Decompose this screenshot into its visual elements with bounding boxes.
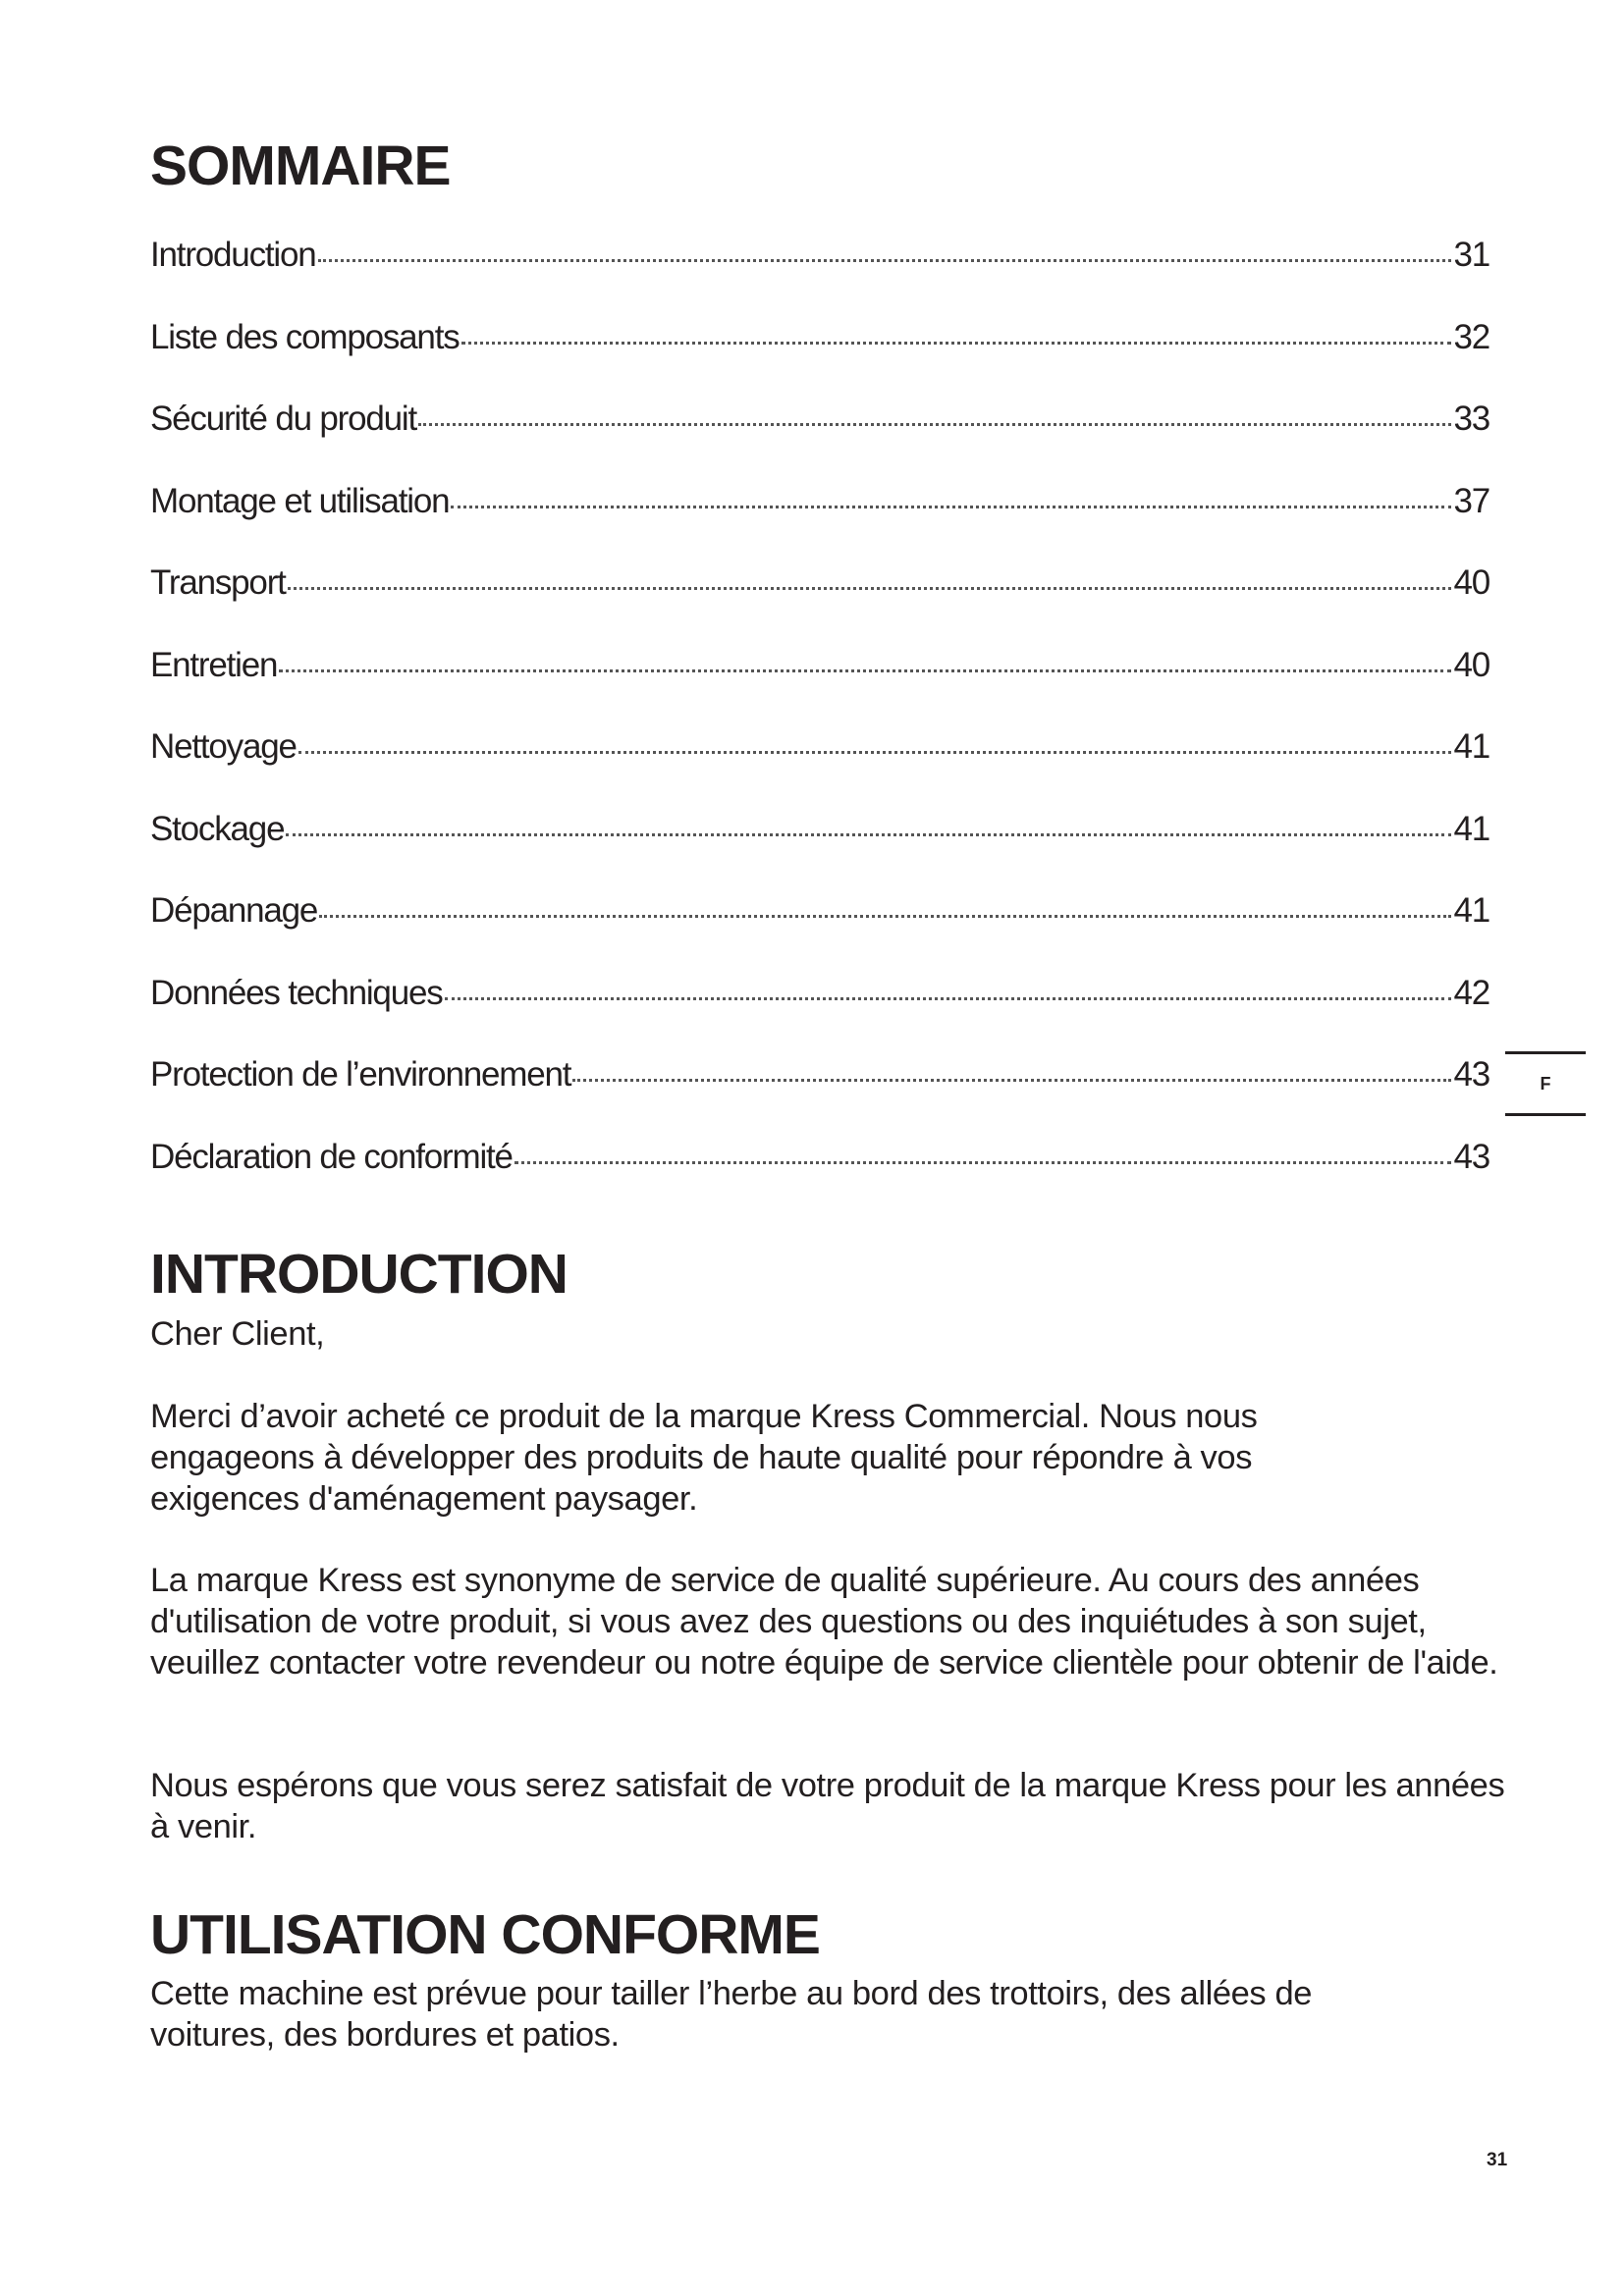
intro-paragraph-3: Nous espérons que vous serez satisfait de votre produit de la marque Kress pour les années à venir. bbox=[150, 1767, 1505, 1845]
toc-entry-transport[interactable] bbox=[150, 563, 1489, 646]
toc-dot-leader bbox=[279, 669, 1451, 672]
intro-paragraph-2: La marque Kress est synonyme de service de qualité supérieure. Au cours des années d'utilisation de votre produit, si vous avez des questions ou des inquiétudes à son sujet, veuillez contacter votre revendeur ou notre équipe de service clientèle pour obtenir de l'aide. bbox=[150, 1562, 1498, 1682]
toc-entry-nettoyage[interactable] bbox=[150, 727, 1489, 810]
toc-entry-page: 40 bbox=[1453, 563, 1489, 602]
toc-entry-label: Sécurité du produit bbox=[150, 400, 416, 438]
table-of-contents bbox=[150, 236, 1489, 1219]
toc-entry-page: 43 bbox=[1453, 1137, 1489, 1176]
toc-dot-leader bbox=[451, 506, 1451, 508]
toc-entry-label: Liste des composants bbox=[150, 317, 460, 356]
toc-entry-page: 32 bbox=[1453, 317, 1489, 356]
toc-entry-label: Transport bbox=[150, 563, 286, 602]
toc-entry-page: 43 bbox=[1453, 1055, 1489, 1094]
toc-entry-label: Introduction bbox=[150, 236, 316, 274]
toc-dot-leader bbox=[445, 997, 1452, 1000]
toc-entry-securite[interactable] bbox=[150, 400, 1489, 482]
toc-entry-label: Montage et utilisation bbox=[150, 481, 450, 520]
toc-entry-label: Entretien bbox=[150, 645, 278, 684]
toc-entry-label: Données techniques bbox=[150, 973, 443, 1012]
intro-paragraph-1: Merci d’avoir acheté ce produit de la marque Kress Commercial. Nous nous engageons à développer des produits de haute qualité pour répondre à vos exigences d'aménagement paysager. bbox=[150, 1398, 1258, 1518]
toc-entry-composants[interactable] bbox=[150, 318, 1489, 400]
utilisation-paragraph: Cette machine est prévue pour tailler l’herbe au bord des trottoirs, des allées de voitures, des bordures et patios. bbox=[150, 1975, 1313, 2054]
toc-entry-declaration[interactable] bbox=[150, 1138, 1489, 1220]
toc-entry-label: Déclaration de conformité bbox=[150, 1137, 513, 1176]
introduction-title: INTRODUCTION bbox=[150, 1243, 568, 1306]
page-number: 31 bbox=[1487, 2150, 1508, 2170]
toc-entry-page: 40 bbox=[1453, 645, 1489, 684]
toc-entry-entretien[interactable] bbox=[150, 646, 1489, 728]
toc-entry-page: 37 bbox=[1453, 481, 1489, 520]
toc-dot-leader bbox=[298, 751, 1452, 754]
toc-entry-donnees-techniques[interactable] bbox=[150, 974, 1489, 1056]
toc-entry-stockage[interactable] bbox=[150, 810, 1489, 892]
toc-dot-leader bbox=[286, 833, 1451, 836]
toc-entry-page: 33 bbox=[1453, 400, 1489, 438]
toc-entry-page: 42 bbox=[1453, 973, 1489, 1012]
toc-entry-depannage[interactable] bbox=[150, 891, 1489, 974]
language-tab: F bbox=[1505, 1051, 1586, 1116]
toc-entry-environnement[interactable] bbox=[150, 1055, 1489, 1138]
toc-entry-page: 41 bbox=[1453, 727, 1489, 766]
toc-dot-leader bbox=[514, 1161, 1452, 1164]
toc-dot-leader bbox=[418, 423, 1451, 426]
toc-entry-label: Protection de l’environnement bbox=[150, 1055, 571, 1094]
toc-dot-leader bbox=[461, 342, 1452, 345]
toc-entry-label: Stockage bbox=[150, 809, 285, 848]
sommaire-title: SOMMAIRE bbox=[150, 134, 451, 197]
utilisation-title: UTILISATION CONFORME bbox=[150, 1903, 820, 1966]
toc-entry-label: Nettoyage bbox=[150, 727, 297, 766]
toc-dot-leader bbox=[288, 587, 1452, 590]
toc-entry-page: 41 bbox=[1453, 809, 1489, 848]
toc-entry-label: Dépannage bbox=[150, 891, 318, 930]
toc-dot-leader bbox=[572, 1079, 1451, 1082]
toc-entry-page: 31 bbox=[1453, 236, 1489, 274]
toc-entry-page: 41 bbox=[1453, 891, 1489, 930]
toc-entry-montage[interactable] bbox=[150, 482, 1489, 564]
greeting-text: Cher Client, bbox=[150, 1315, 325, 1353]
toc-dot-leader bbox=[319, 915, 1451, 918]
toc-entry-introduction[interactable] bbox=[150, 236, 1489, 318]
toc-dot-leader bbox=[318, 259, 1452, 262]
